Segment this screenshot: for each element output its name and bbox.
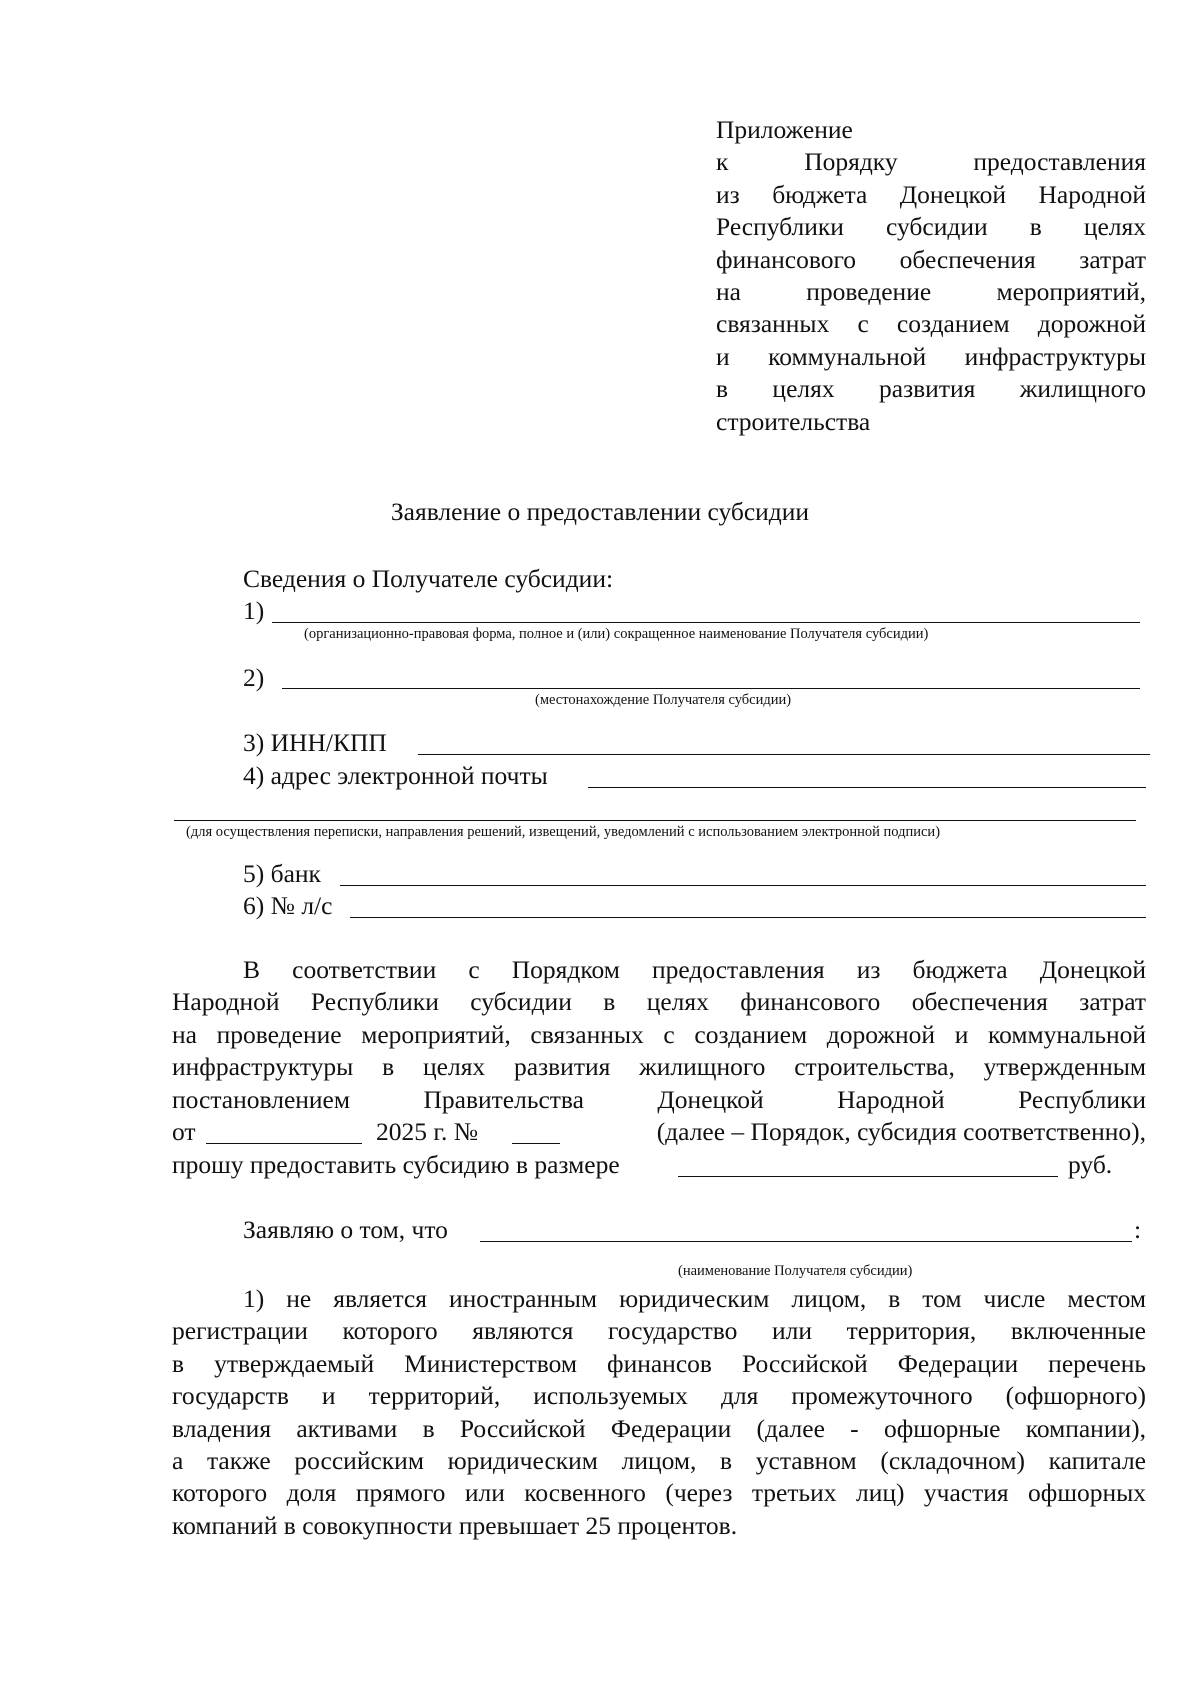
request-date-prefix: от <box>172 1117 196 1146</box>
annex-block <box>716 114 1146 438</box>
item4-label: 4) адрес электронной почты <box>243 761 548 790</box>
point1-line: государств и территорий, используемых для промежуточного (офшорного) <box>172 1381 1146 1411</box>
declaration-caption: (наименование Получателя субсидии) <box>678 1263 913 1279</box>
item1-caption: (организационно-правовая форма, полное и (или) сокращенное наименование Получателя субсидии) <box>304 626 929 642</box>
annex-line: и коммунальной инфраструктуры <box>716 341 1146 371</box>
recipient-heading: Сведения о Получателе субсидии: <box>243 564 614 593</box>
annex-line: к Порядку предоставления <box>716 147 1146 177</box>
annex-line: из бюджета Донецкой Народной <box>716 179 1146 209</box>
item6-label: 6) № л/с <box>243 891 333 920</box>
request-amount-currency: руб. <box>1068 1150 1113 1179</box>
email-field[interactable] <box>588 787 1146 788</box>
annex-heading: Приложение <box>716 115 853 144</box>
point1-line: владения активами в Российской Федерации (далее - офшорные компании), <box>172 1413 1146 1443</box>
request-amount-prefix: прошу предоставить субсидию в размере <box>172 1150 620 1179</box>
email-field-continuation[interactable] <box>174 820 1136 821</box>
annex-line: финансового обеспечения затрат <box>716 244 1146 274</box>
point1-line: а также российским юридическим лицом, в уставном (складочном) капитале <box>172 1446 1146 1476</box>
point1-line: которого доля прямого или косвенного (через третьих лиц) участия офшорных <box>172 1478 1146 1508</box>
declaration-suffix: : <box>1134 1215 1142 1244</box>
request-date-suffix: (далее – Порядок, субсидия соответственно), <box>656 1117 1146 1146</box>
request-line: инфраструктуры в целях развития жилищного строительства, утвержденным <box>172 1052 1146 1082</box>
declaration-name-field[interactable] <box>480 1241 1132 1242</box>
annex-line: в целях развития жилищного <box>716 374 1146 404</box>
request-line: В соответствии с Порядком предоставления из бюджета Донецкой <box>243 955 1146 984</box>
bank-field[interactable] <box>340 885 1146 886</box>
request-line: постановлением Правительства Донецкой Народной Республики <box>172 1084 1146 1114</box>
inn-kpp-field[interactable] <box>418 754 1150 755</box>
request-line: на проведение мероприятий, связанных с созданием дорожной и коммунальной <box>172 1019 1146 1049</box>
item2-address-field[interactable] <box>282 688 1140 689</box>
item1-name-field[interactable] <box>272 622 1140 623</box>
declaration-prefix: Заявляю о том, что <box>243 1215 448 1244</box>
declaration-point-1 <box>172 1283 1146 1542</box>
request-line: Народной Республики субсидии в целях финансового обеспечения затрат <box>172 987 1146 1017</box>
item5-label: 5) банк <box>243 859 321 888</box>
account-number-field[interactable] <box>350 917 1146 918</box>
point1-line: в утверждаемый Министерством финансов Российской Федерации перечень <box>172 1348 1146 1378</box>
item1-number: 1) <box>243 596 265 625</box>
item4-caption: (для осуществления переписки, направления решений, извещений, уведомлений с использованием электронной подписи) <box>186 824 941 840</box>
document-title: Заявление о предоставлении субсидии <box>390 497 810 526</box>
point1-last-line: компаний в совокупности превышает 25 процентов. <box>172 1510 738 1540</box>
decree-date-field[interactable] <box>206 1143 362 1144</box>
annex-line: связанных с созданием дорожной <box>716 309 1146 339</box>
decree-number-field[interactable] <box>512 1143 560 1144</box>
point1-line: регистрации которого являются государство или территория, включенные <box>172 1316 1146 1346</box>
request-paragraph <box>172 954 1146 1116</box>
annex-last-line: строительства <box>716 406 871 436</box>
item2-number: 2) <box>243 663 265 692</box>
point1-line: 1) не является иностранным юридическим лицом, в том числе местом <box>243 1284 1146 1313</box>
annex-line: на проведение мероприятий, <box>716 277 1146 307</box>
request-year-text: 2025 г. № <box>376 1117 479 1146</box>
annex-line: Республики субсидии в целях <box>716 212 1146 242</box>
item3-label: 3) ИНН/КПП <box>243 728 387 757</box>
subsidy-amount-field[interactable] <box>678 1176 1058 1177</box>
item2-caption: (местонахождение Получателя субсидии) <box>535 692 792 708</box>
